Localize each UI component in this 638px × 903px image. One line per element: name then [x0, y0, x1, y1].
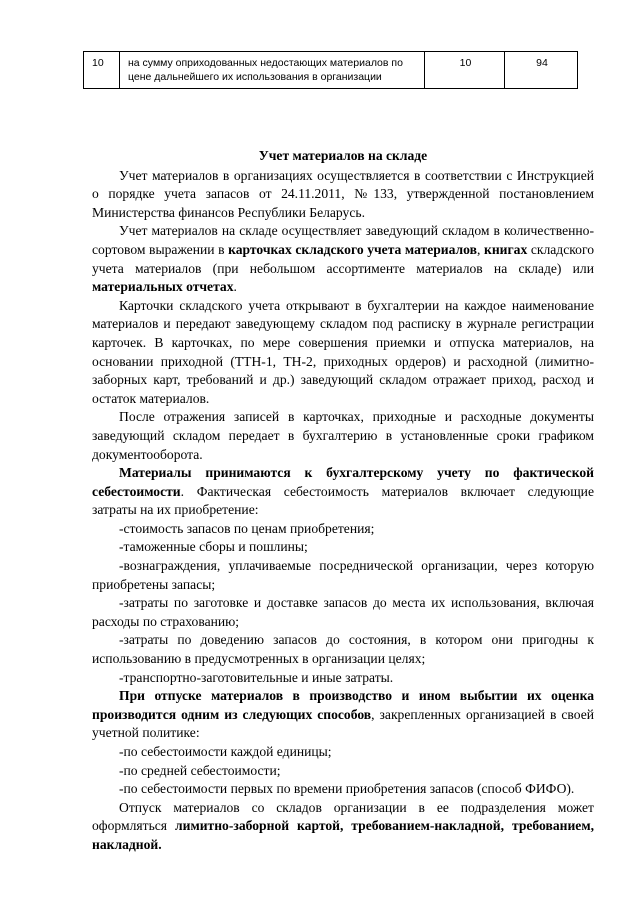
text-fragment: Учет материалов на складе осуществляет заведующий складом в количественно-сортовом выражении в — [92, 223, 594, 257]
row-description-cell: на сумму оприходованных недостающих материалов по цене дальнейшего их использования в организации — [120, 52, 425, 89]
list-item-cost: -стоимость запасов по ценам приобретения; — [119, 520, 375, 536]
paragraph-cards: Карточки складского учета открывают в бухгалтерии на каждое наименование материалов и передают заведующему складом под расписку в журнале регистрации карточек. В карточках, по мере совершения приемки и отпуска материалов, на основании приходной (ТТН-1, ТН-2, приходных ордеров) и расходной (лимитно-заборных карт, требований и др.) заведующий складом отражает приход, расход и остаток материалов. — [92, 297, 594, 406]
debit-account-cell: 10 — [425, 52, 505, 89]
row-number-cell: 10 — [84, 52, 120, 89]
text-fragment: . Фактическая себестоимость материалов включает следующие затраты на их приобретение: — [92, 483, 594, 518]
emphasis-books: книгах — [483, 241, 528, 257]
paragraph-actual-cost — [92, 464, 594, 520]
list-item-method: -по средней себестоимости; — [119, 762, 281, 778]
paragraph-valuation-methods — [92, 687, 594, 743]
list-item-method: -по себестоимости первых по времени приобретения запасов (способ ФИФО). — [119, 781, 575, 797]
paragraph-instruction: Учет материалов в организациях осуществляется в соответствии с Инструкцией о порядке учета запасов от 24.11.2011, №133, утвержденной постановлением Министерства финансов Республики Беларусь. — [92, 167, 594, 220]
emphasis-actual-cost: Материалы принимаются к бухгалтерскому учету по фактической себестоимости — [92, 465, 594, 499]
emphasis-release-forms: лимитно-заборной картой, требованием-накладной, требованием, накладной. — [92, 818, 594, 852]
table-row — [84, 52, 578, 89]
text-fragment: Отпуск материалов со складов организации в ее подразделения может оформляться — [92, 799, 594, 834]
list-item-cost: -затраты по доведению запасов до состояния, в котором они пригодны к использованию в предусмотренных в организации целях; — [92, 632, 594, 667]
list-item-cost: -затраты по заготовке и доставке запасов до места их использования, включая расходы по страхованию; — [92, 595, 594, 629]
list-item-method: -по себестоимости каждой единицы; — [119, 744, 332, 759]
credit-account-cell: 94 — [505, 52, 578, 89]
paragraph-release-documents — [92, 799, 594, 855]
paragraph-warehouse-accounting — [92, 222, 594, 296]
list-item-cost: -вознаграждения, уплачиваемые посреднической организации, через которую приобретены запасы; — [92, 558, 594, 592]
emphasis-reports: материальных отчетах — [92, 279, 234, 295]
text-fragment: складского учета материалов (при небольшом ассортименте материалов на складе) или — [92, 241, 594, 276]
accounting-table — [83, 51, 578, 89]
emphasis-valuation: При отпуске материалов в производство и ином выбытии их оценка производится одним из следующих способов — [92, 688, 594, 722]
list-item-cost: -транспортно-заготовительные и иные затраты. — [119, 669, 394, 685]
section-body — [92, 147, 594, 855]
section-title: Учет материалов на складе — [258, 148, 428, 163]
emphasis-cards: карточках складского учета материалов — [228, 241, 477, 257]
text-fragment: , закрепленных организацией в своей учетной политике: — [92, 706, 595, 741]
list-item-cost: -таможенные сборы и пошлины; — [119, 539, 308, 555]
text-fragment: . — [233, 279, 237, 295]
paragraph-documents-transfer: После отражения записей в карточках, приходные и расходные документы заведующий складом передает в бухгалтерию в установленные сроки графиком документооборота. — [92, 409, 594, 462]
text-fragment: , — [476, 241, 484, 257]
